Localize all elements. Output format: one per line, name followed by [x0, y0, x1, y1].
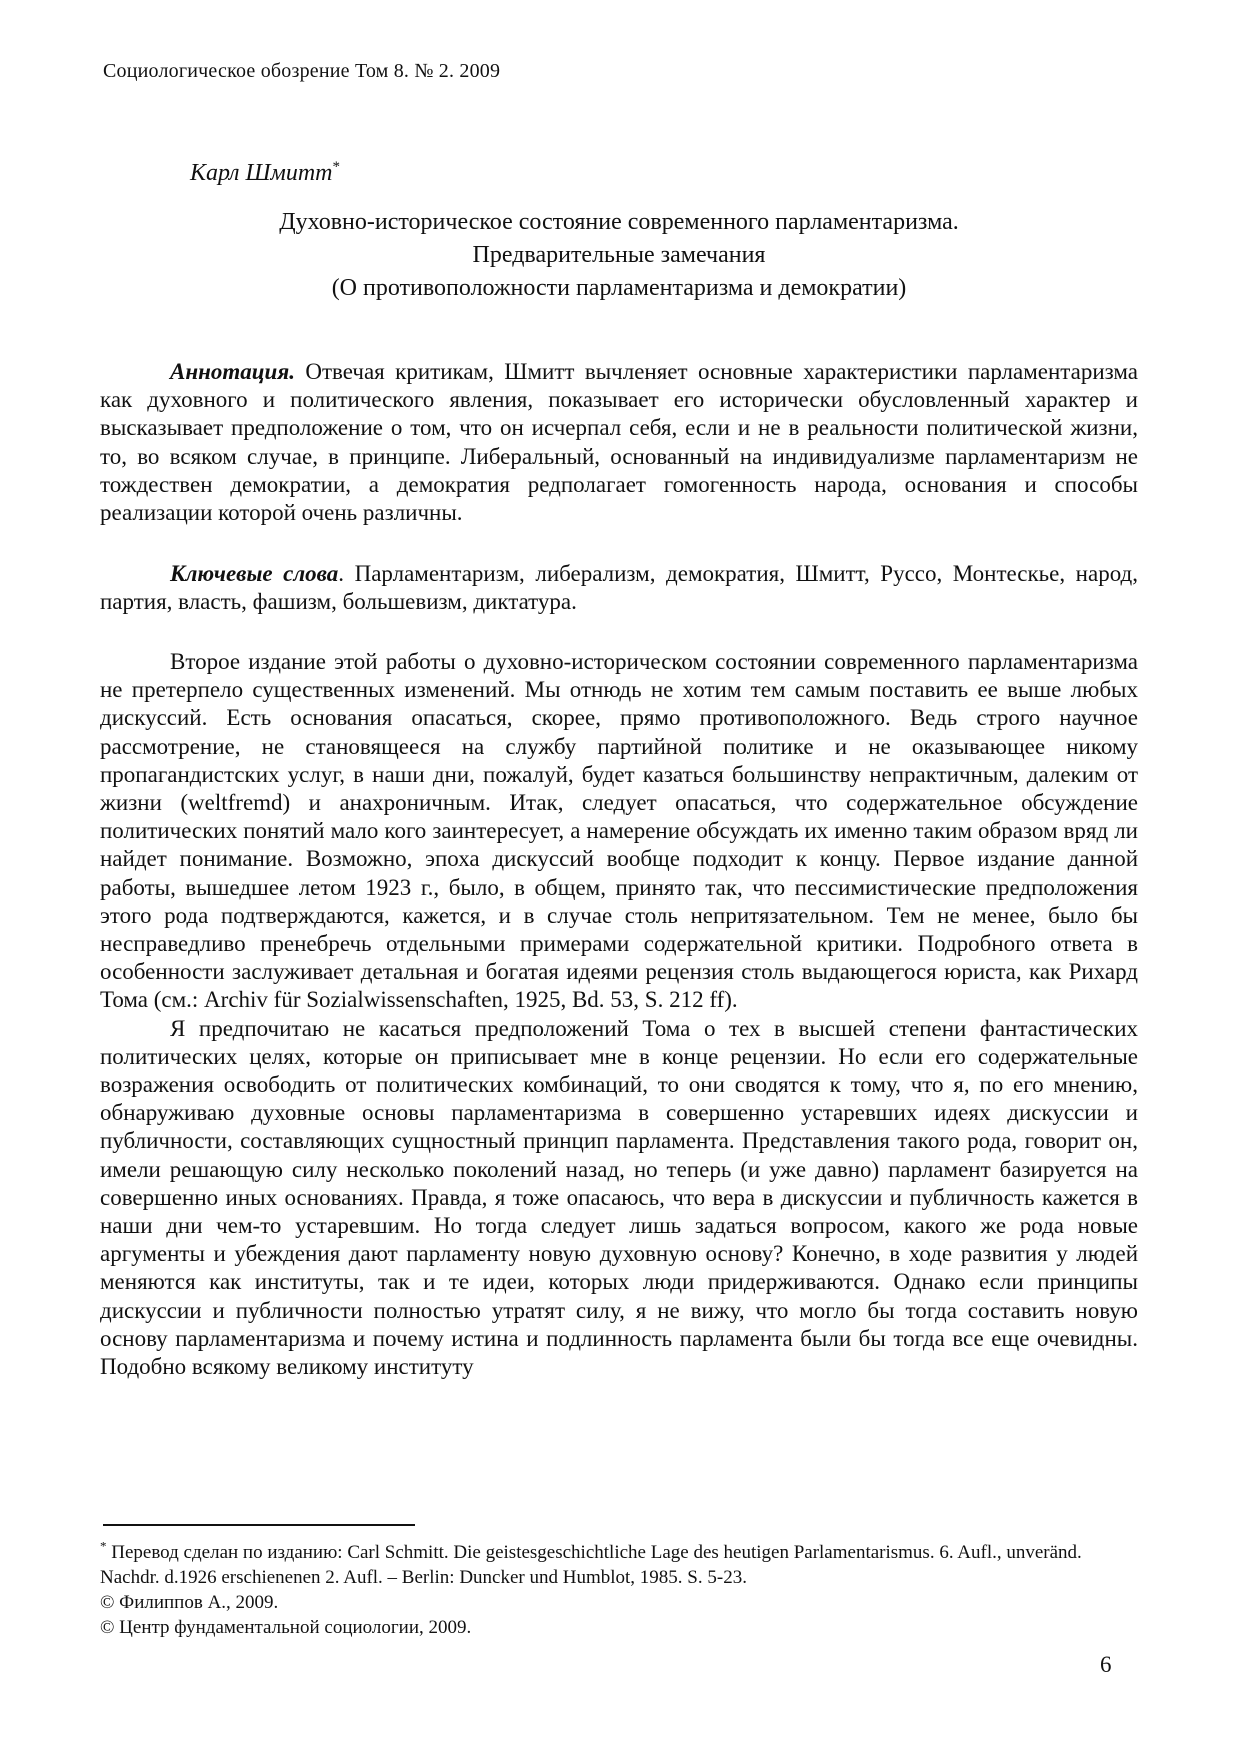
journal-running-header: Социологическое обозрение Том 8. № 2. 2009	[103, 60, 501, 82]
footnote-mark: *	[100, 1538, 107, 1554]
abstract-paragraph	[100, 358, 1138, 527]
footnote-text-line	[100, 1540, 1140, 1590]
author-line	[190, 160, 340, 187]
author-name: Карл Шмитт	[190, 160, 333, 186]
footnote-section	[100, 1540, 1140, 1640]
footnote-separator-rule	[103, 1524, 415, 1526]
author-footnote-mark: *	[332, 159, 340, 175]
body-paragraph-1: Второе издание этой работы о духовно-историческом состоянии современного парламентаризма не претерпело существенных изменений. Мы отнюдь не хотим тем самым поставить ее выше любых дискуссий. Есть основания опасаться, скорее, прямо противоположного. Ведь строго научное рассмотрение, не становящееся на службу партийной политике и не оказывающее никому пропагандистских услуг, в наши дни, пожалуй, будет казаться большинству непрактичным, далеким от жизни (weltfremd) и анахроничным. Итак, следует опасаться, что содержательное обсуждение политических понятий мало кого заинтересует, а намерение обсуждать их именно таким образом вряд ли найдет понимание. Возможно, эпоха дискуссий вообще подходит к концу. Первое издание данной работы, вышедшее летом 1923 г., было, в общем, принято так, что пессимистические предположения этого рода подтверждаются, кажется, и в случае столь непритязательном. Тем не менее, было бы несправедливо пренебречь отдельными примерами содержательной критики. Подробного ответа в особенности заслуживает детальная и богатая идеями рецензия столь выдающегося юриста, как Рихард Тома (см.: Archiv für Sozialwissenschaften, 1925, Bd. 53, S. 212 ff).	[100, 649, 1138, 1013]
copyright-translator: © Филиппов А., 2009.	[100, 1592, 279, 1613]
body-paragraph-2: Я предпочитаю не касаться предположений Тома о тех в высшей степени фантастических политических целях, которые он приписывает мне в конце рецензии. Но если его содержательные возражения освободить от политических комбинаций, то они сводятся к тому, что я, по его мнению, обнаруживаю духовные основы парламентаризма в совершенно устаревших идеях дискуссии и публичности, составляющих сущностный принцип парламента. Представления такого рода, говорит он, имели решающую силу несколько поколений назад, но теперь (и уже давно) парламент базируется на совершенно иных основаниях. Правда, я тоже опасаюсь, что вера в дискуссии и публичность кажется в наши дни чем-то устаревшим. Но тогда следует лишь задаться вопросом, какого же рода новые аргументы и убеждения дают парламенту новую духовную основу? Конечно, в ходе развития у людей меняются как институты, так и те идеи, которых люди придерживаются. Однако если принципы дискуссии и публичности полностью утратят силу, я не вижу, что могло бы тогда составить новую основу парламентаризма и почему истина и подлинность парламента были бы тогда все еще очевидны. Подобно всякому великому институту	[100, 1015, 1138, 1380]
abstract-section	[100, 358, 1138, 527]
abstract-text: Отвечая критикам, Шмитт вычленяет основные характеристики парламентаризма как духовного и политического явления, показывает его исторически обусловленный характер и высказывает предположение о том, что он исчерпал себя, если и не в реальности политической жизни, то, во всяком случае, в принципе. Либеральный, основанный на индивидуализме парламентаризм не тождествен демократии, а демократия редполагает гомогенность народа, основания и способы реализации которой очень различны.	[100, 359, 1139, 526]
keywords-section	[100, 560, 1138, 616]
article-title	[100, 206, 1138, 305]
keywords-text: . Парламентаризм, либерализм, демократия, Шмитт, Руссо, Монтескье, народ, партия, власть, фашизм, большевизм, диктатура.	[100, 561, 1138, 615]
keywords-paragraph	[100, 560, 1138, 616]
footnote-text: Перевод сделан по изданию: Carl Schmitt. Die geistesgeschichtliche Lage des heutigen Parlamentarismus. 6. Aufl., unveränd. Nachdr. d.1926 erschienenen 2. Aufl. – Berlin: Duncker und Humblot, 1985. S. 5-23.	[100, 1542, 1082, 1588]
abstract-label: Аннотация.	[170, 359, 295, 384]
keywords-label: Ключевые слова	[170, 561, 339, 586]
article-body	[100, 648, 1138, 1381]
copyright-center: © Центр фундаментальной социологии, 2009.	[100, 1617, 472, 1638]
page-number: 6	[1100, 1652, 1112, 1677]
article-title-line-3: (О противоположности парламентаризма и демократии)	[331, 275, 907, 301]
article-title-line-1: Духовно-историческое состояние современного парламентаризма.	[279, 209, 959, 235]
article-title-line-2: Предварительные замечания	[472, 242, 766, 268]
